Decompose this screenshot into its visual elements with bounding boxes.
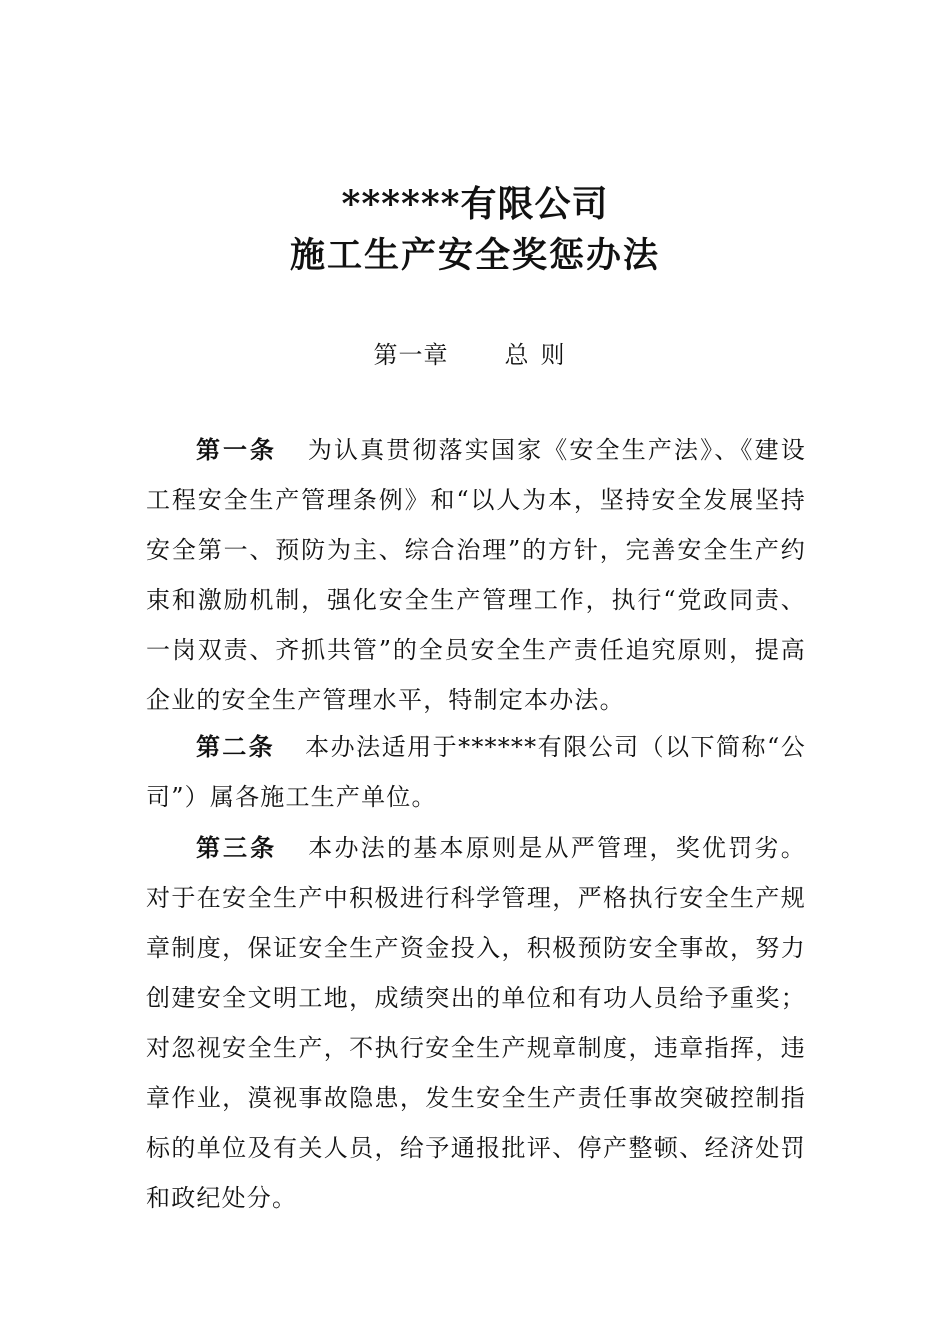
article-3-label: 第三条 <box>196 834 278 862</box>
article-2-text: 本办法适用于******有限公司（以下简称“公司”）属各施工生产单位。 <box>146 733 806 811</box>
article-1 <box>146 425 806 725</box>
article-3-text: 本办法的基本原则是从严管理，奖优罚劣。对于在安全生产中积极进行科学管理，严格执行安全生产规章制度，保证安全生产资金投入，积极预防安全事故，努力创建安全文明工地，成绩突出的单位和有功人员给予重奖；对忽视安全生产，不执行安全生产规章制度，违章指挥，违章作业，漠视事故隐患，发生安全生产责任事故突破控制指标的单位及有关人员，给予通报批评、停产整顿、经济处罚和政纪处分。 <box>146 834 806 1212</box>
chapter-heading <box>0 335 950 370</box>
chapter-number: 第一章 <box>373 341 449 369</box>
article-2-label: 第二条 <box>196 733 275 761</box>
article-1-label: 第一条 <box>196 436 277 464</box>
document-title: 施工生产安全奖惩办法 <box>289 235 660 276</box>
article-3 <box>146 823 806 1223</box>
chapter-name: 总则 <box>504 341 577 369</box>
article-1-text: 为认真贯彻落实国家《安全生产法》、《建设工程安全生产管理条例》和“以人为本，坚持安全发展坚持安全第一、预防为主、综合治理”的方针，完善安全生产约束和激励机制，强化安全生产管理工作，执行“党政同责、一岗双责、齐抓共管”的全员安全生产责任追究原则，提高企业的安全生产管理水平，特制定本办法。 <box>146 436 807 714</box>
article-2 <box>146 722 806 822</box>
document-title-company: ******有限公司 <box>341 183 609 225</box>
